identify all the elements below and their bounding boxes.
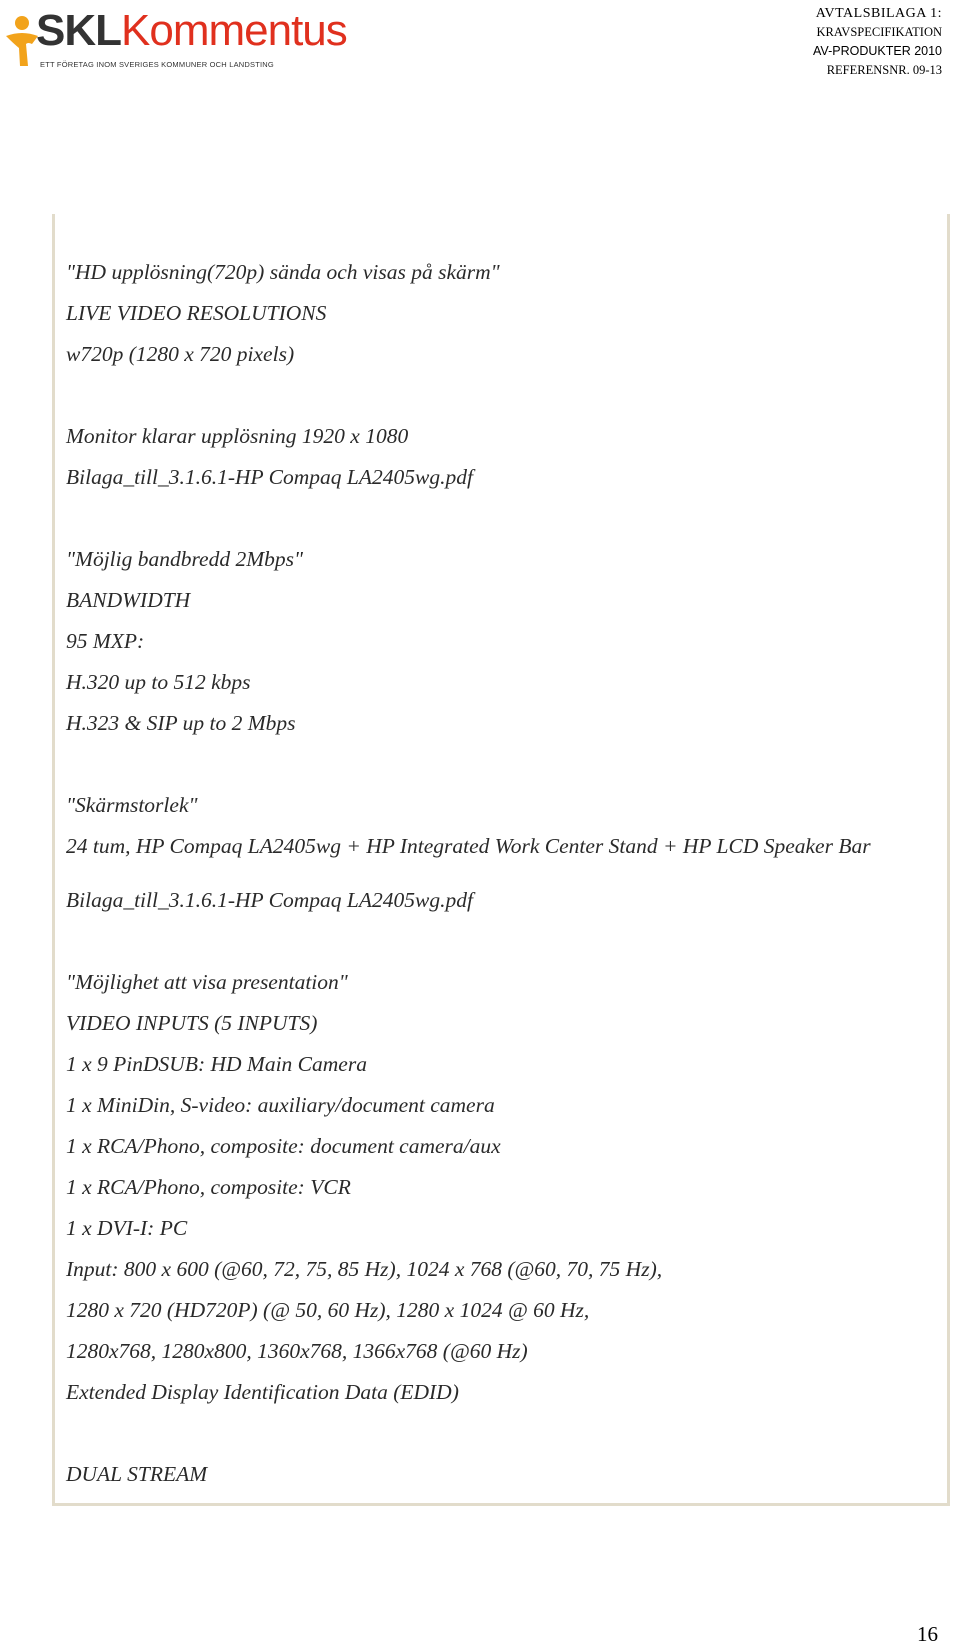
spacer: [66, 744, 936, 785]
body-line: 1 x RCA/Phono, composite: document camera/aux: [66, 1134, 501, 1158]
logo-wordmark: [36, 6, 347, 56]
requirement-bandwidth: "Möjlig bandbredd 2Mbps": [66, 547, 304, 571]
document-body: [66, 252, 936, 1495]
page-number: 16: [917, 1622, 938, 1646]
logo-tagline: ETT FÖRETAG INOM SVERIGES KOMMUNER OCH LANDSTING: [40, 60, 274, 69]
body-line: H.320 up to 512 kbps: [66, 670, 251, 694]
document-header: [813, 4, 942, 80]
body-line: 1 x 9 PinDSUB: HD Main Camera: [66, 1052, 367, 1076]
spacer: [66, 1413, 936, 1454]
body-line: 1 x DVI-I: PC: [66, 1216, 188, 1240]
attachment-reference: Bilaga_till_3.1.6.1-HP Compaq LA2405wg.pdf: [66, 465, 473, 489]
requirement-screen-size: "Skärmstorlek": [66, 793, 198, 817]
body-line: 1 x RCA/Phono, composite: VCR: [66, 1175, 351, 1199]
attachment-reference: Bilaga_till_3.1.6.1-HP Compaq LA2405wg.pdf: [66, 888, 473, 912]
header-attachment: AVTALSBILAGA 1:: [815, 6, 942, 21]
body-line: 95 MXP:: [66, 629, 145, 653]
logo-kommentus: Kommentus: [121, 6, 347, 55]
body-line: DUAL STREAM: [66, 1462, 208, 1486]
skl-kommentus-logo: [2, 6, 362, 74]
body-line: H.323 & SIP up to 2 Mbps: [66, 711, 296, 735]
spacer: [66, 375, 936, 416]
body-line: VIDEO INPUTS (5 INPUTS): [66, 1011, 318, 1035]
header-products: AV-PRODUKTER 2010: [813, 44, 942, 58]
body-line: 24 tum, HP Compaq LA2405wg + HP Integrated Work Center Stand + HP LCD Speaker Bar: [66, 834, 871, 858]
body-line: LIVE VIDEO RESOLUTIONS: [66, 301, 327, 325]
body-line: Monitor klarar upplösning 1920 x 1080: [66, 424, 409, 448]
logo-skl: SKL: [36, 6, 121, 55]
spacer: [66, 921, 936, 962]
body-line: w720p (1280 x 720 pixels): [66, 342, 295, 366]
requirement-presentation: "Möjlighet att visa presentation": [66, 970, 348, 994]
body-line: BANDWIDTH: [66, 588, 191, 612]
spacer: [66, 498, 936, 539]
header-specification: KRAVSPECIFIKATION: [816, 25, 942, 39]
body-line: Input: 800 x 600 (@60, 72, 75, 85 Hz), 1024 x 768 (@60, 70, 75 Hz),: [66, 1257, 663, 1281]
requirement-hd-resolution: "HD upplösning(720p) sända och visas på skärm": [66, 260, 500, 284]
body-line: 1280 x 720 (HD720P) (@ 50, 60 Hz), 1280 x 1024 @ 60 Hz,: [66, 1298, 590, 1322]
body-line: 1280x768, 1280x800, 1360x768, 1366x768 (@60 Hz): [66, 1339, 528, 1363]
body-line: Extended Display Identification Data (EDID): [66, 1380, 459, 1404]
body-line: 1 x MiniDin, S-video: auxiliary/document camera: [66, 1093, 495, 1117]
header-reference: REFERENSNR. 09-13: [826, 63, 942, 77]
